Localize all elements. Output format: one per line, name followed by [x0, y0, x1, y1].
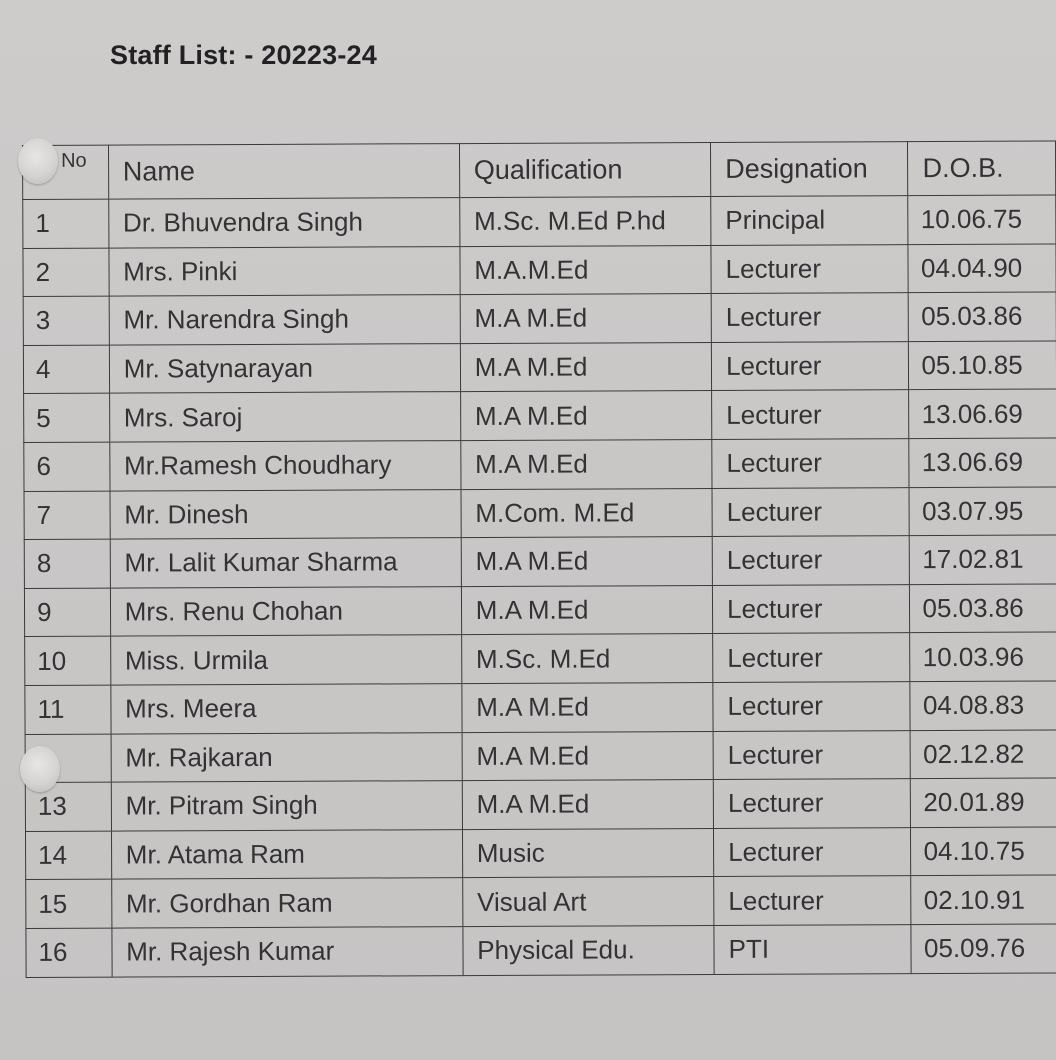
- table-row: [25, 681, 1056, 734]
- cell-qualification: M.A M.Ed: [460, 342, 712, 392]
- table-row: [24, 389, 1056, 442]
- cell-qualification: M.A M.Ed: [462, 682, 714, 732]
- cell-designation: Lecturer: [712, 439, 910, 488]
- cell-qualification: Music: [462, 828, 714, 878]
- punch-hole-bottom: [20, 746, 60, 792]
- staff-table: [22, 140, 1056, 977]
- cell-qualification: M.A M.Ed: [462, 731, 714, 781]
- cell-qualification: M.A M.Ed: [461, 439, 713, 489]
- cell-qualification: M.A M.Ed: [460, 294, 712, 344]
- cell-qualification: Physical Edu.: [463, 925, 715, 975]
- cell-no: 10: [25, 636, 111, 685]
- cell-qualification: M.A M.Ed: [461, 585, 713, 635]
- table-row: [23, 195, 1056, 248]
- cell-qualification: M.A M.Ed: [462, 780, 714, 830]
- cell-name: Dr. Bhuvendra Singh: [108, 198, 459, 248]
- cell-name: Mrs. Meera: [111, 684, 462, 734]
- cell-designation: Lecturer: [711, 293, 909, 342]
- cell-dob: 02.10.91: [911, 875, 1056, 924]
- cell-dob: 05.09.76: [911, 924, 1056, 973]
- document-title: Staff List: - 20223-24: [110, 40, 377, 70]
- cell-no: 3: [23, 296, 109, 345]
- cell-dob: 04.10.75: [911, 827, 1056, 876]
- table-row: [26, 875, 1056, 928]
- header-dob: D.O.B.: [908, 141, 1056, 196]
- punch-hole-top: [18, 138, 58, 184]
- cell-no: 16: [26, 928, 112, 977]
- cell-name: Mr. Rajesh Kumar: [112, 926, 463, 976]
- cell-qualification: M.Com. M.Ed: [461, 488, 713, 538]
- cell-dob: 04.08.83: [910, 681, 1056, 730]
- cell-no: 11: [25, 685, 111, 734]
- table-row: [23, 341, 1056, 394]
- cell-designation: Lecturer: [713, 779, 911, 828]
- cell-no: 8: [24, 539, 110, 588]
- cell-name: Mr. Satynarayan: [109, 343, 460, 393]
- cell-dob: 05.10.85: [909, 341, 1056, 390]
- cell-no: 15: [26, 879, 112, 928]
- cell-designation: Lecturer: [711, 244, 909, 293]
- cell-name: Mr. Gordhan Ram: [111, 878, 462, 928]
- table-row: [23, 244, 1056, 297]
- table-row: [24, 535, 1056, 588]
- cell-qualification: M.A.M.Ed: [460, 245, 712, 295]
- header-designation: Designation: [711, 142, 909, 197]
- cell-no: 9: [24, 588, 110, 637]
- table-row: [25, 827, 1056, 880]
- cell-dob: 05.03.86: [910, 584, 1056, 633]
- table-row: [24, 584, 1056, 637]
- cell-designation: PTI: [714, 925, 912, 974]
- header-no: No: [23, 145, 109, 199]
- cell-no: 5: [24, 393, 110, 442]
- cell-name: Mrs. Renu Chohan: [110, 586, 461, 636]
- table-row: [24, 438, 1056, 491]
- table-row: [25, 778, 1056, 831]
- cell-dob: 20.01.89: [911, 778, 1056, 827]
- cell-dob: 13.06.69: [909, 389, 1056, 438]
- cell-designation: Lecturer: [713, 682, 911, 731]
- cell-no: 13: [25, 782, 111, 831]
- table-row: [25, 730, 1056, 783]
- cell-name: Mr. Dinesh: [110, 489, 461, 539]
- cell-name: Mr.Ramesh Choudhary: [109, 441, 460, 491]
- cell-dob: 10.03.96: [910, 632, 1056, 681]
- cell-name: Mrs. Saroj: [109, 392, 460, 442]
- cell-name: Miss. Urmila: [110, 635, 461, 685]
- cell-name: Mr. Pitram Singh: [111, 781, 462, 831]
- cell-designation: Lecturer: [713, 633, 911, 682]
- table-row: [23, 292, 1056, 345]
- cell-designation: Lecturer: [712, 536, 910, 585]
- cell-name: Mr. Narendra Singh: [109, 295, 460, 345]
- header-qualification: Qualification: [459, 142, 711, 197]
- cell-qualification: M.Sc. M.Ed P.hd: [459, 196, 711, 246]
- table-row: [25, 632, 1056, 685]
- cell-name: Mr. Lalit Kumar Sharma: [110, 538, 461, 588]
- cell-designation: Principal: [711, 196, 909, 245]
- table-row: [26, 924, 1056, 977]
- cell-no: 7: [24, 491, 110, 540]
- cell-designation: Lecturer: [712, 584, 910, 633]
- cell-qualification: Visual Art: [462, 877, 714, 927]
- cell-designation: Lecturer: [712, 487, 910, 536]
- cell-designation: Lecturer: [714, 876, 912, 925]
- header-name: Name: [108, 144, 459, 200]
- cell-name: Mr. Rajkaran: [111, 732, 462, 782]
- cell-dob: 03.07.95: [909, 487, 1056, 536]
- cell-no: 4: [23, 345, 109, 394]
- cell-dob: 04.04.90: [908, 244, 1056, 293]
- cell-no: 6: [24, 442, 110, 491]
- cell-dob: 13.06.69: [909, 438, 1056, 487]
- cell-designation: Lecturer: [713, 730, 911, 779]
- table-row: [24, 487, 1056, 540]
- cell-dob: 10.06.75: [908, 195, 1056, 244]
- cell-dob: 17.02.81: [910, 535, 1056, 584]
- cell-qualification: M.A M.Ed: [460, 391, 712, 441]
- cell-designation: Lecturer: [711, 341, 909, 390]
- cell-designation: Lecturer: [714, 827, 912, 876]
- cell-qualification: M.A M.Ed: [461, 537, 713, 587]
- cell-name: Mr. Atama Ram: [111, 829, 462, 879]
- cell-dob: 05.03.86: [909, 292, 1056, 341]
- table-header-row: [23, 141, 1056, 200]
- cell-no: 1: [23, 199, 109, 248]
- cell-qualification: M.Sc. M.Ed: [461, 634, 713, 684]
- cell-no: 14: [25, 831, 111, 880]
- cell-designation: Lecturer: [712, 390, 910, 439]
- cell-no: 2: [23, 248, 109, 297]
- cell-dob: 02.12.82: [911, 730, 1056, 779]
- cell-name: Mrs. Pinki: [109, 246, 460, 296]
